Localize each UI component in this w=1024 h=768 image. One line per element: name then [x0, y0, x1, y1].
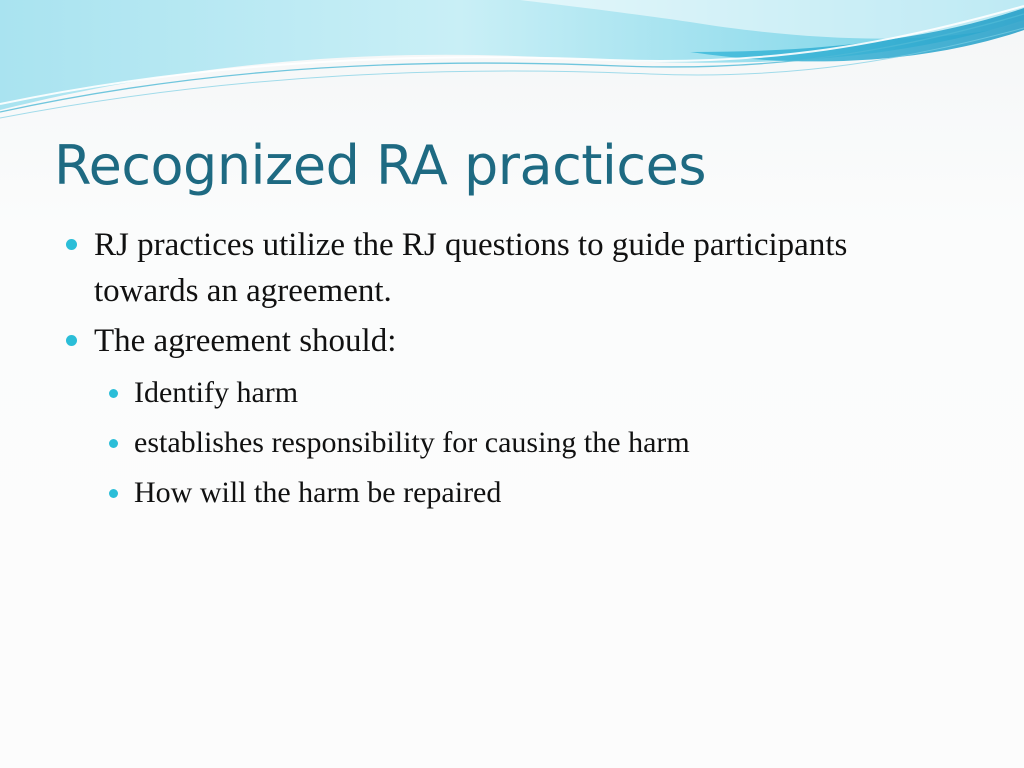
bullet-item [60, 222, 960, 314]
sub-bullet-text: How will the harm be repaired [134, 476, 502, 509]
sub-bullet-item [60, 368, 960, 418]
bullet-dot-icon [66, 335, 77, 346]
bullet-item [60, 318, 960, 364]
sub-bullet-item [60, 418, 960, 468]
slide-title: Recognized RA practices [54, 134, 706, 197]
decorative-wave-header [0, 0, 1024, 130]
sub-bullet-dot-icon [109, 389, 118, 398]
sub-bullet-text: establishes responsibility for causing the harm [134, 426, 690, 459]
sub-bullet-item [60, 468, 960, 518]
bullet-text: RJ practices utilize the RJ questions to guide participants towards an agreement. [94, 227, 848, 309]
sub-bullet-dot-icon [109, 489, 118, 498]
bullet-text: The agreement should: [94, 323, 397, 359]
bullet-dot-icon [66, 239, 77, 250]
sub-bullet-text: Identify harm [134, 376, 299, 409]
bullet-list [60, 222, 960, 518]
sub-bullet-dot-icon [109, 439, 118, 448]
